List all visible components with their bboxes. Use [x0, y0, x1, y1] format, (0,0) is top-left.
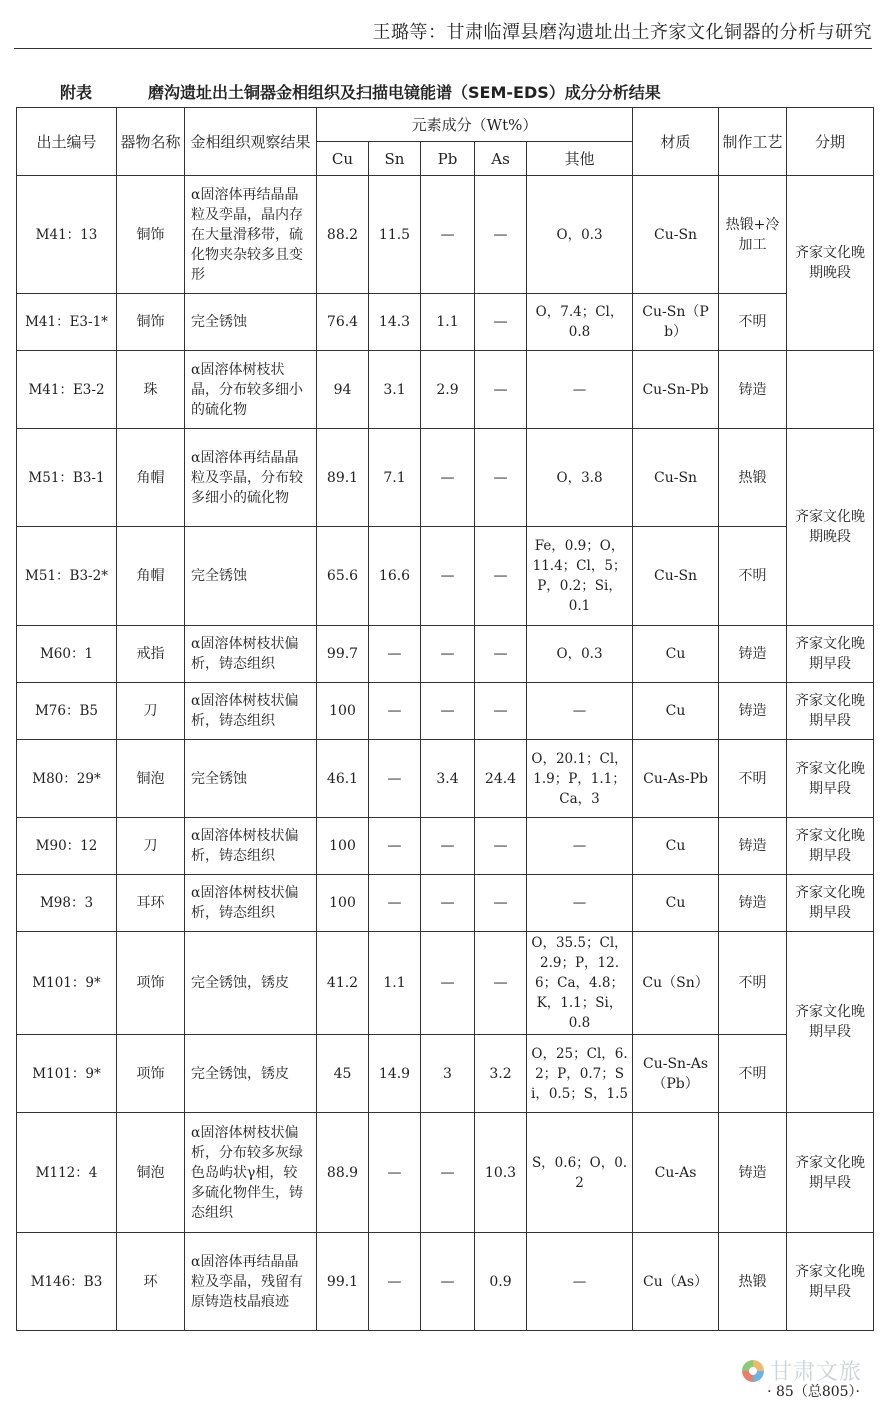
cell-pb: —: [421, 683, 475, 740]
cell-other: —: [527, 1233, 633, 1331]
header-composition: 元素成分（Wt%）: [317, 108, 633, 142]
cell-cu: 88.9: [317, 1113, 369, 1233]
cell-material: Cu-Sn-Pb: [633, 351, 719, 429]
cell-code: M90：12: [17, 818, 117, 875]
cell-material: Cu（As）: [633, 1233, 719, 1331]
cell-other: —: [527, 351, 633, 429]
table-row: [17, 683, 874, 740]
table-row: [17, 351, 874, 429]
cell-material: Cu-Sn: [633, 527, 719, 626]
cell-code: M60：1: [17, 626, 117, 683]
table-row: [17, 176, 874, 294]
cell-name: 铜饰: [117, 294, 185, 351]
table-row: [17, 294, 874, 351]
results-table: [16, 107, 874, 1331]
cell-sn: 3.1: [369, 351, 421, 429]
table-row: [17, 626, 874, 683]
cell-observation: 完全锈蚀: [185, 294, 317, 351]
header-pb: Pb: [421, 142, 475, 176]
header-other: 其他: [527, 142, 633, 176]
cell-cu: 99.1: [317, 1233, 369, 1331]
cell-name: 项饰: [117, 1035, 185, 1113]
cell-code: M51：B3-2*: [17, 527, 117, 626]
cell-material: Cu: [633, 818, 719, 875]
cell-sn: 1.1: [369, 932, 421, 1035]
header-process: 制作工艺: [719, 108, 787, 176]
caption-title: 磨沟遗址出土铜器金相组织及扫描电镜能谱（SEM-EDS）成分分析结果: [148, 83, 661, 102]
cell-as: —: [475, 818, 527, 875]
cell-material: Cu: [633, 683, 719, 740]
cell-cu: 45: [317, 1035, 369, 1113]
cell-as: —: [475, 527, 527, 626]
cell-process: 不明: [719, 294, 787, 351]
table-row: [17, 875, 874, 932]
cell-other: —: [527, 818, 633, 875]
cell-material: Cu-As: [633, 1113, 719, 1233]
cell-material: Cu-Sn（Pb）: [633, 294, 719, 351]
cell-observation: α固溶体树枝状偏析，铸态组织: [185, 818, 317, 875]
cell-process: 铸造: [719, 1113, 787, 1233]
page-number: · 85（总805）·: [767, 1384, 860, 1400]
cell-sn: 14.9: [369, 1035, 421, 1113]
cell-process: 铸造: [719, 818, 787, 875]
cell-code: M41：E3-1*: [17, 294, 117, 351]
cell-observation: α固溶体树枝状偏析，铸态组织: [185, 683, 317, 740]
cell-process: 铸造: [719, 875, 787, 932]
header-divider: [14, 48, 872, 49]
cell-observation: α固溶体再结晶晶粒及孪晶，分布较多细小的硫化物: [185, 429, 317, 527]
cell-period: 齐家文化晚期早段: [787, 1113, 874, 1233]
cell-name: 戒指: [117, 626, 185, 683]
cell-sn: —: [369, 875, 421, 932]
cell-process: 热锻: [719, 1233, 787, 1331]
cell-name: 耳环: [117, 875, 185, 932]
cell-material: Cu-Sn-As（Pb）: [633, 1035, 719, 1113]
cell-cu: 65.6: [317, 527, 369, 626]
cell-code: M76：B5: [17, 683, 117, 740]
cell-sn: 7.1: [369, 429, 421, 527]
cell-process: 不明: [719, 1035, 787, 1113]
cell-observation: α固溶体树枝状偏析，分布较多灰绿色岛屿状γ相，较多硫化物伴生，铸态组织: [185, 1113, 317, 1233]
cell-sn: 11.5: [369, 176, 421, 294]
cell-cu: 46.1: [317, 740, 369, 818]
table-row: [17, 1233, 874, 1331]
cell-name: 铜泡: [117, 1113, 185, 1233]
cell-as: —: [475, 932, 527, 1035]
cell-sn: —: [369, 683, 421, 740]
cell-code: M41：13: [17, 176, 117, 294]
cell-other: —: [527, 683, 633, 740]
cell-period: 齐家文化晚期晚段: [787, 429, 874, 626]
table-row: [17, 818, 874, 875]
cell-process: 铸造: [719, 683, 787, 740]
header-material: 材质: [633, 108, 719, 176]
cell-observation: α固溶体再结晶晶粒及孪晶，晶内存在大量滑移带，硫化物夹杂较多且变形: [185, 176, 317, 294]
table-row: [17, 429, 874, 527]
watermark-text: 甘肃文旅: [770, 1360, 863, 1385]
cell-material: Cu: [633, 875, 719, 932]
cell-cu: 76.4: [317, 294, 369, 351]
cell-sn: —: [369, 1113, 421, 1233]
cell-observation: α固溶体树枝状偏析，铸态组织: [185, 875, 317, 932]
cell-other: —: [527, 875, 633, 932]
swirl-logo-icon: [740, 1358, 766, 1384]
cell-period: 齐家文化晚期早段: [787, 818, 874, 875]
cell-material: Cu-As-Pb: [633, 740, 719, 818]
cell-as: 3.2: [475, 1035, 527, 1113]
header-cu: Cu: [317, 142, 369, 176]
cell-sn: —: [369, 626, 421, 683]
cell-as: —: [475, 294, 527, 351]
cell-as: —: [475, 626, 527, 683]
cell-material: Cu-Sn: [633, 429, 719, 527]
cell-other: Fe，0.9；O，11.4；Cl，5；P，0.2；Si，0.1: [527, 527, 633, 626]
cell-name: 铜饰: [117, 176, 185, 294]
cell-code: M101：9*: [17, 1035, 117, 1113]
cell-observation: 完全锈蚀: [185, 740, 317, 818]
cell-process: 热锻+冷加工: [719, 176, 787, 294]
cell-process: 铸造: [719, 626, 787, 683]
cell-process: 铸造: [719, 351, 787, 429]
cell-process: 热锻: [719, 429, 787, 527]
cell-period: 齐家文化晚期早段: [787, 932, 874, 1113]
cell-period: 齐家文化晚期早段: [787, 875, 874, 932]
running-header: 王璐等：甘肃临潭县磨沟遗址出土齐家文化铜器的分析与研究: [372, 22, 872, 43]
cell-code: M51：B3-1: [17, 429, 117, 527]
cell-observation: α固溶体树枝状晶，分布较多细小的硫化物: [185, 351, 317, 429]
cell-as: —: [475, 875, 527, 932]
cell-other: O，20.1；Cl，1.9；P，1.1；Ca，3: [527, 740, 633, 818]
table-body: [17, 176, 874, 1331]
cell-cu: 100: [317, 875, 369, 932]
table-row: [17, 932, 874, 1035]
cell-observation: α固溶体再结晶晶粒及孪晶，残留有原铸造枝晶痕迹: [185, 1233, 317, 1331]
cell-as: —: [475, 683, 527, 740]
cell-other: O，3.8: [527, 429, 633, 527]
cell-pb: —: [421, 875, 475, 932]
cell-cu: 89.1: [317, 429, 369, 527]
cell-as: 24.4: [475, 740, 527, 818]
cell-name: 刀: [117, 818, 185, 875]
cell-cu: 41.2: [317, 932, 369, 1035]
table-row: [17, 1035, 874, 1113]
cell-code: M112：4: [17, 1113, 117, 1233]
cell-sn: 16.6: [369, 527, 421, 626]
cell-code: M41：E3-2: [17, 351, 117, 429]
cell-name: 环: [117, 1233, 185, 1331]
cell-other: S，0.6；O，0.2: [527, 1113, 633, 1233]
cell-name: 角帽: [117, 429, 185, 527]
cell-observation: α固溶体树枝状偏析，铸态组织: [185, 626, 317, 683]
cell-sn: —: [369, 1233, 421, 1331]
cell-code: M146：B3: [17, 1233, 117, 1331]
cell-cu: 99.7: [317, 626, 369, 683]
cell-pb: —: [421, 527, 475, 626]
cell-pb: —: [421, 1113, 475, 1233]
cell-name: 角帽: [117, 527, 185, 626]
table-row: [17, 1113, 874, 1233]
cell-other: O，35.5；Cl，2.9；P，12.6；Ca，4.8；K，1.1；Si，0.8: [527, 932, 633, 1035]
cell-process: 不明: [719, 932, 787, 1035]
cell-other: O，7.4；Cl，0.8: [527, 294, 633, 351]
cell-pb: —: [421, 1233, 475, 1331]
cell-period: [787, 351, 874, 429]
header-name: 器物名称: [117, 108, 185, 176]
cell-cu: 88.2: [317, 176, 369, 294]
cell-as: 0.9: [475, 1233, 527, 1331]
cell-material: Cu-Sn: [633, 176, 719, 294]
header-code: 出土编号: [17, 108, 117, 176]
cell-pb: 2.9: [421, 351, 475, 429]
cell-sn: —: [369, 818, 421, 875]
cell-observation: 完全锈蚀，锈皮: [185, 932, 317, 1035]
cell-period: 齐家文化晚期早段: [787, 1233, 874, 1331]
cell-sn: 14.3: [369, 294, 421, 351]
cell-observation: 完全锈蚀: [185, 527, 317, 626]
cell-pb: —: [421, 429, 475, 527]
cell-code: M101：9*: [17, 932, 117, 1035]
cell-other: O，25；Cl，6.2；P，0.7；Si，0.5；S，1.5: [527, 1035, 633, 1113]
cell-material: Cu（Sn）: [633, 932, 719, 1035]
cell-sn: —: [369, 740, 421, 818]
cell-material: Cu: [633, 626, 719, 683]
cell-cu: 100: [317, 818, 369, 875]
cell-code: M98：3: [17, 875, 117, 932]
cell-as: 10.3: [475, 1113, 527, 1233]
cell-name: 项饰: [117, 932, 185, 1035]
cell-other: O，0.3: [527, 176, 633, 294]
cell-as: —: [475, 351, 527, 429]
cell-period: 齐家文化晚期早段: [787, 626, 874, 683]
cell-code: M80：29*: [17, 740, 117, 818]
header-sn: Sn: [369, 142, 421, 176]
cell-pb: —: [421, 932, 475, 1035]
cell-period: 齐家文化晚期早段: [787, 683, 874, 740]
cell-name: 刀: [117, 683, 185, 740]
header-period: 分期: [787, 108, 874, 176]
header-as: As: [475, 142, 527, 176]
cell-observation: 完全锈蚀，锈皮: [185, 1035, 317, 1113]
table-row: [17, 527, 874, 626]
cell-process: 不明: [719, 527, 787, 626]
cell-name: 珠: [117, 351, 185, 429]
header-metallography: 金相组织观察结果: [185, 108, 317, 176]
cell-pb: —: [421, 818, 475, 875]
cell-pb: 3: [421, 1035, 475, 1113]
cell-pb: 3.4: [421, 740, 475, 818]
cell-process: 不明: [719, 740, 787, 818]
cell-as: —: [475, 429, 527, 527]
caption-label: 附表: [60, 83, 93, 102]
cell-period: 齐家文化晚期早段: [787, 740, 874, 818]
cell-cu: 100: [317, 683, 369, 740]
cell-other: O，0.3: [527, 626, 633, 683]
cell-name: 铜泡: [117, 740, 185, 818]
cell-period: 齐家文化晚期晚段: [787, 176, 874, 351]
cell-as: —: [475, 176, 527, 294]
cell-pb: —: [421, 176, 475, 294]
cell-pb: —: [421, 626, 475, 683]
cell-cu: 94: [317, 351, 369, 429]
table-row: [17, 740, 874, 818]
cell-pb: 1.1: [421, 294, 475, 351]
